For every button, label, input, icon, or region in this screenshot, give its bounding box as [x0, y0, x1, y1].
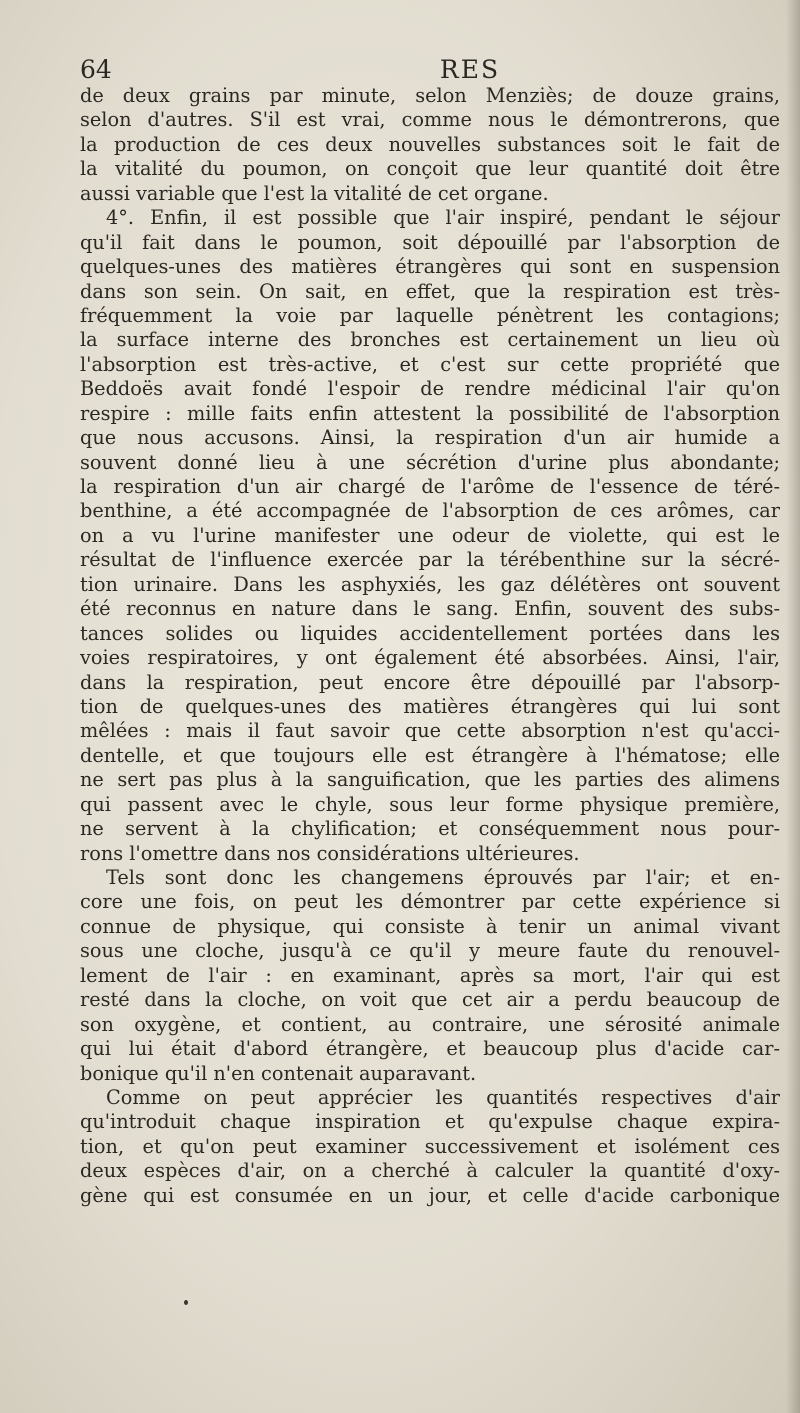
text-line: rons l'omettre dans nos considérations ultérieures.	[80, 841, 580, 865]
text-line: résultat de l'influence exercée par la térébenthine sur la sécré-	[80, 548, 780, 572]
text-line: tion de quelques-unes des matières étrangères qui lui sont	[80, 694, 780, 718]
text-line: souvent donné lieu à une sécrétion d'urine plus abondante;	[80, 450, 780, 474]
text-line: quelques-unes des matières étrangères qui sont en suspension	[80, 255, 780, 279]
text-line: qu'introduit chaque inspiration et qu'expulse chaque expira-	[80, 1110, 780, 1134]
text-line: selon d'autres. S'il est vrai, comme nous le démontrerons, que	[80, 108, 780, 132]
running-title: RES	[439, 55, 501, 84]
page-edge-shadow	[786, 0, 800, 1413]
text-line: aussi variable que l'est la vitalité de cet organe.	[80, 181, 549, 205]
text-line: mêlées : mais il faut savoir que cette absorption n'est qu'acci-	[80, 719, 780, 743]
text-line: Tels sont donc les changemens éprouvés par l'air; et en-	[106, 866, 780, 889]
text-line: de deux grains par minute, selon Menziès; de douze grains,	[80, 84, 780, 107]
text-line: tion urinaire. Dans les asphyxiés, les gaz délétères ont souvent	[80, 572, 780, 596]
text-line: dans la respiration, peut encore être dépouillé par l'absorp-	[80, 670, 780, 694]
text-line: Comme on peut apprécier les quantités respectives d'air	[106, 1085, 780, 1109]
text-line: tion, et qu'on peut examiner successivement et isolément ces	[80, 1134, 780, 1158]
ink-speck	[184, 1300, 188, 1305]
text-line: voies respiratoires, y ont également été absorbées. Ainsi, l'air,	[80, 646, 780, 670]
text-line: Beddoës avait fondé l'espoir de rendre médicinal l'air qu'on	[80, 377, 780, 401]
text-line: core une fois, on peut les démontrer par cette expérience si	[80, 890, 780, 914]
text-line: on a vu l'urine manifester une odeur de violette, qui est le	[80, 523, 780, 547]
text-line: resté dans la cloche, on voit que cet air a perdu beaucoup de	[80, 988, 780, 1012]
text-line: lement de l'air : en examinant, après sa mort, l'air qui est	[80, 963, 780, 987]
text-line: ne servent à la chylification; et conséquemment nous pour-	[80, 817, 780, 841]
page-number: 64	[80, 55, 112, 84]
text-line: l'absorption est très-active, et c'est sur cette propriété que	[80, 352, 780, 376]
text-line: la respiration d'un air chargé de l'arôme de l'essence de téré-	[80, 475, 780, 498]
body-text	[80, 84, 780, 1208]
text-line: été reconnus en nature dans le sang. Enfin, souvent des subs-	[80, 597, 780, 621]
text-line: qu'il fait dans le poumon, soit dépouillé par l'absorption de	[80, 230, 780, 254]
text-line: qui lui était d'abord étrangère, et beaucoup plus d'acide car-	[80, 1037, 780, 1061]
text-line: bonique qu'il n'en contenait auparavant.	[80, 1061, 477, 1085]
running-head	[80, 52, 780, 88]
text-line: que nous accusons. Ainsi, la respiration d'un air humide a	[80, 426, 780, 450]
text-line: son oxygène, et contient, au contraire, une sérosité animale	[80, 1012, 780, 1036]
text-line: respire : mille faits enfin attestent la possibilité de l'absorption	[80, 401, 780, 425]
text-line: ne sert pas plus à la sanguification, que les parties des alimens	[80, 768, 780, 792]
text-line: la surface interne des bronches est certainement un lieu où	[80, 328, 780, 352]
text-line: dentelle, et que toujours elle est étrangère à l'hématose; elle	[80, 743, 780, 767]
text-line: benthine, a été accompagnée de l'absorption de ces arômes, car	[80, 499, 780, 523]
text-line: gène qui est consumée en un jour, et celle d'acide carbonique	[80, 1183, 780, 1207]
text-line: dans son sein. On sait, en effet, que la respiration est très-	[80, 279, 780, 303]
text-line: 4°. Enfin, il est possible que l'air inspiré, pendant le séjour	[106, 206, 780, 230]
text-line: la vitalité du poumon, on conçoit que leur quantité doit être	[80, 157, 780, 181]
text-line: connue de physique, qui consiste à tenir un animal vivant	[80, 914, 780, 938]
text-line: sous une cloche, jusqu'à ce qu'il y meure faute du renouvel-	[80, 939, 780, 963]
text-line: la production de ces deux nouvelles substances soit le fait de	[80, 132, 780, 156]
text-line: qui passent avec le chyle, sous leur forme physique première,	[80, 792, 780, 816]
text-line: fréquemment la voie par laquelle pénètrent les contagions;	[80, 303, 780, 327]
text-line: deux espèces d'air, on a cherché à calculer la quantité d'oxy-	[80, 1159, 780, 1183]
text-line: tances solides ou liquides accidentellement portées dans les	[80, 621, 780, 645]
